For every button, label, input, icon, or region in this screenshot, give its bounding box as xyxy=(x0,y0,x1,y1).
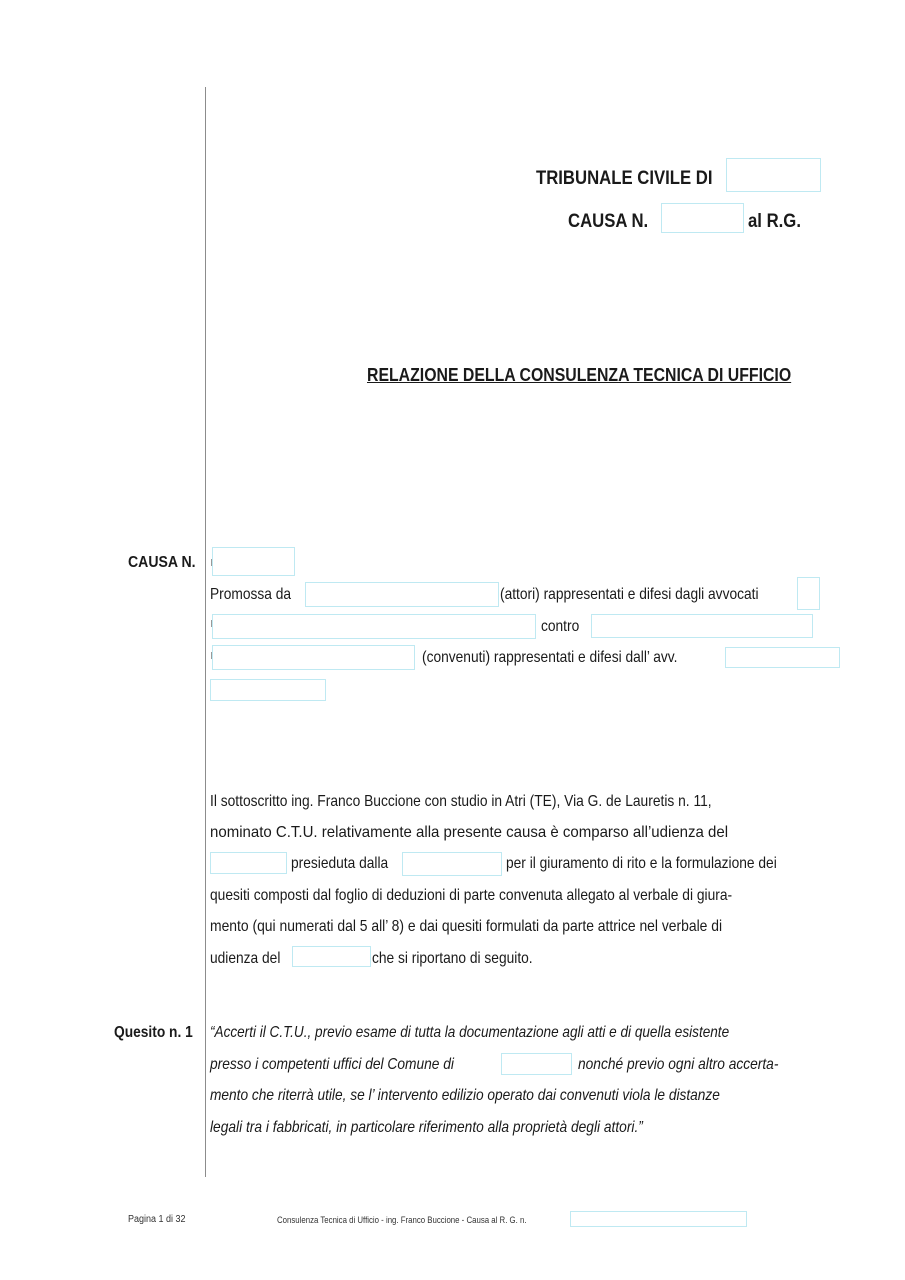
intro-line-2: nominato C.T.U. relativamente alla presente causa è comparso all’udienza del xyxy=(210,824,729,841)
intro-line-6b: che si riportano di seguito. xyxy=(372,950,533,967)
quesito-line-1: “Accerti il C.T.U., previo esame di tutta la documentazione agli atti e di quella esistente xyxy=(210,1024,730,1041)
intro-line-1: Il sottoscritto ing. Franco Buccione con studio in Atri (TE), Via G. de Lauretis n. 11, xyxy=(210,793,712,810)
avvocati-field[interactable] xyxy=(797,577,820,610)
judge-name-field[interactable] xyxy=(402,852,502,876)
quesito-line-4: legali tra i fabbricati, in particolare riferimento alla proprietà degli attori.” xyxy=(210,1119,643,1136)
case-number-prefix: CAUSA N. xyxy=(568,211,649,232)
udienza-date-field-2[interactable] xyxy=(292,946,371,967)
attori-text: (attori) rappresentati e difesi dagli avvocati xyxy=(500,586,759,603)
quesito-line-3: mento che riterrà utile, se l’ intervento edilizio operato dai convenuti viola le distanze xyxy=(210,1087,720,1104)
footer-text: Consulenza Tecnica di Ufficio - ing. Franco Buccione - Causa al R. G. n. xyxy=(277,1215,527,1225)
margin-rule xyxy=(205,87,206,1177)
intro-line-6a: udienza del xyxy=(210,950,281,967)
avv-name-field[interactable] xyxy=(725,647,840,668)
case-number-field[interactable] xyxy=(661,203,744,233)
intro-line-5: mento (qui numerati dal 5 all’ 8) e dai quesiti formulati da parte attrice nel verbale di xyxy=(210,918,723,935)
convenuti-names-field[interactable] xyxy=(591,614,813,638)
attori-names-field[interactable] xyxy=(305,582,499,607)
case-number-field-2[interactable] xyxy=(212,547,295,576)
quesito-label: Quesito n. 1 xyxy=(114,1024,193,1041)
promossa-da-label: Promossa da xyxy=(210,586,292,603)
avv-name-field-2[interactable] xyxy=(210,679,326,701)
convenuti-text: (convenuti) rappresentati e difesi dall’ avv. xyxy=(422,649,678,666)
intro-line-4: quesiti composti dal foglio di deduzioni di parte convenuta allegato al verbale di giura- xyxy=(210,887,733,904)
contro-label: contro xyxy=(541,618,580,635)
page-number: Pagina 1 di 32 xyxy=(128,1214,186,1225)
document-title: RELAZIONE DELLA CONSULENZA TECNICA DI UFFICIO xyxy=(367,365,792,385)
court-heading: TRIBUNALE CIVILE DI xyxy=(536,168,713,189)
intro-line-3a: presieduta dalla xyxy=(291,855,389,872)
case-number-suffix: al R.G. xyxy=(748,211,801,232)
avvocati-names-field[interactable] xyxy=(212,614,536,639)
convenuti-names-field-2[interactable] xyxy=(212,645,415,670)
udienza-date-field[interactable] xyxy=(210,852,287,874)
comune-field[interactable] xyxy=(501,1053,572,1075)
intro-line-3b: per il giuramento di rito e la formulazione dei xyxy=(506,855,777,872)
case-side-label: CAUSA N. xyxy=(128,554,196,571)
court-city-field[interactable] xyxy=(726,158,821,192)
footer-case-field[interactable] xyxy=(570,1211,747,1227)
quesito-line-2b: nonché previo ogni altro accerta- xyxy=(578,1056,779,1073)
quesito-line-2a: presso i competenti uffici del Comune di xyxy=(210,1056,454,1073)
